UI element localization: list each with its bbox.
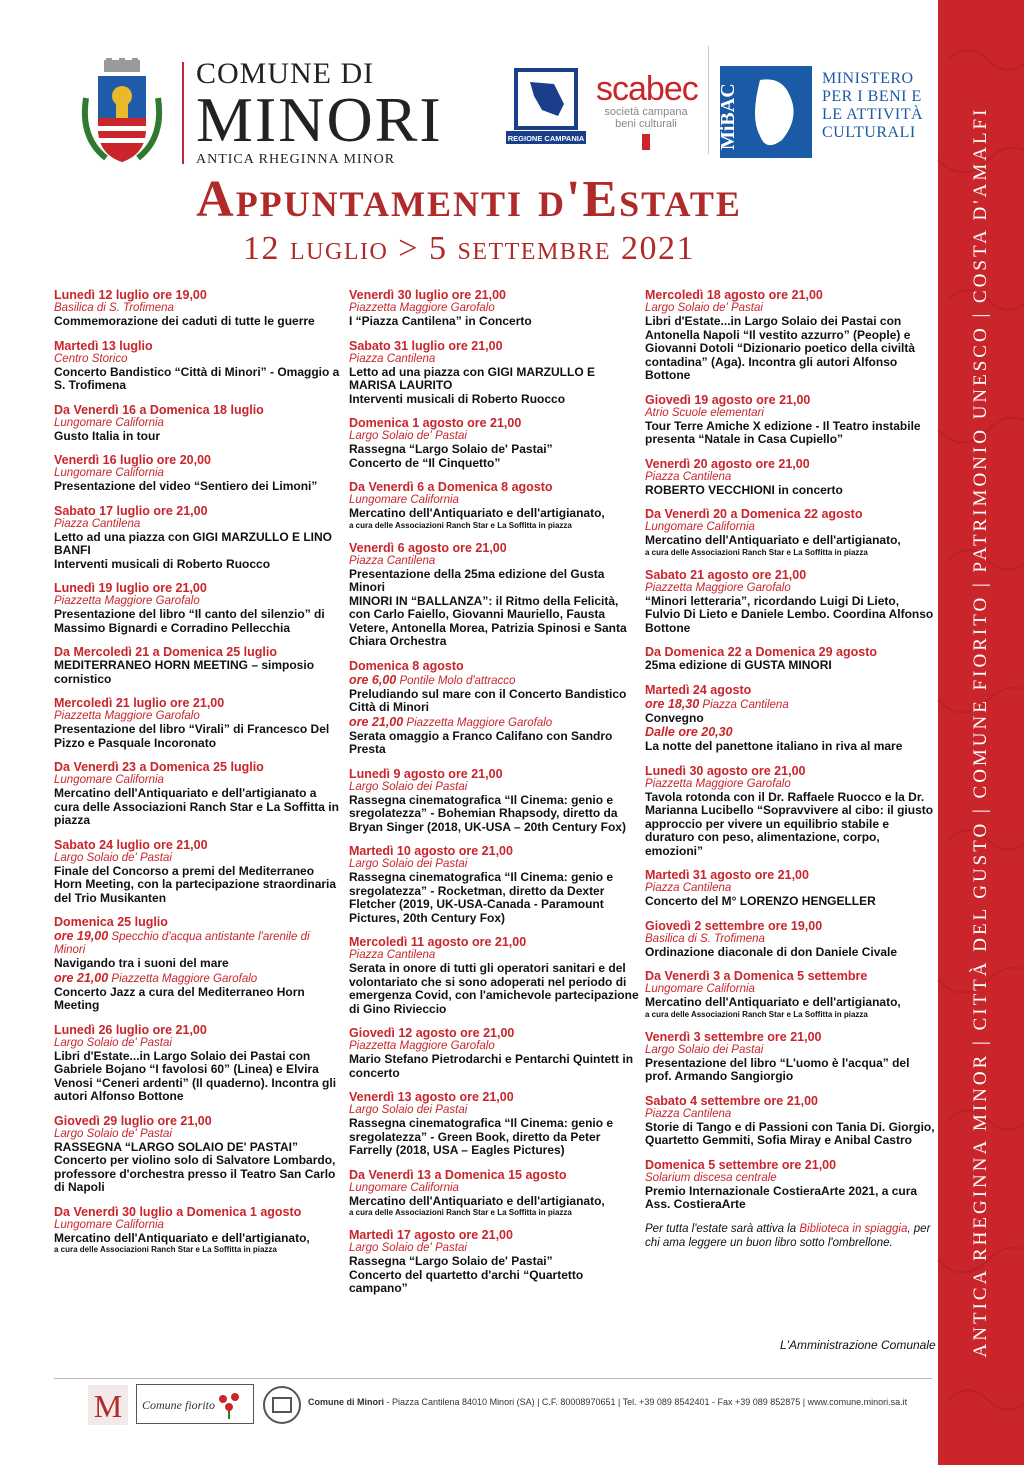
event-date: Martedì 31 agosto ore 21,00 [645, 868, 809, 882]
event-item [645, 645, 937, 673]
event-item [54, 1023, 344, 1104]
event-description: Presentazione del video “Sentiero dei Limoni” [54, 479, 318, 493]
event-date: Mercoledì 11 agosto ore 21,00 [349, 935, 527, 949]
event-description: Mercatino dell'Antiquariato e dell'artigianato, [645, 533, 901, 547]
svg-text:REGIONE CAMPANIA: REGIONE CAMPANIA [507, 134, 585, 143]
event-place: Largo Solaio de' Pastai [54, 1036, 172, 1049]
mibac-logo-icon [717, 66, 812, 158]
event-item [349, 935, 639, 1016]
header-divider [182, 62, 184, 164]
event-item [645, 868, 937, 909]
event-place: Atrio Scuole elementari [645, 406, 764, 419]
event-description: Serata in onore di tutti gli operatori sanitari e del volontariato che si sono adoperati nel periodo di emergenza Covid, con l'amichevole partecipazione di Gino Rivieccio [349, 961, 639, 1016]
regione-campania-logo-icon [506, 70, 586, 144]
event-item [54, 453, 344, 494]
event-date: Lunedì 19 luglio ore 21,00 [54, 581, 207, 595]
event-item [645, 393, 937, 447]
event-date: Da Domenica 22 a Domenica 29 agosto [645, 645, 878, 659]
event-item [54, 1114, 344, 1195]
event-note: a cura delle Associazioni Ranch Star e La Soffitta in piazza [645, 1009, 868, 1019]
event-description: Mario Stefano Pietrodarchi e Pentarchi Quintett in concerto [349, 1052, 634, 1080]
minori-crest-icon [76, 58, 168, 168]
event-description: Rassegna cinematografica “Il Cinema: genio e sregolatezza” - Rocketman, diretto da Dexter Fletcher (2019, UK-USA-Canada - Paramount Pictures, 20th Century Fox) [349, 870, 614, 925]
event-time-place [54, 929, 344, 957]
event-date: Giovedì 29 luglio ore 21,00 [54, 1113, 212, 1128]
minori-m-logo-icon [88, 1385, 128, 1425]
event-time: ore 18,30 [645, 696, 700, 711]
event-time-place [54, 971, 344, 986]
ministero-line: CULTURALI [822, 124, 916, 141]
event-place: Largo Solaio de' Pastai [349, 430, 467, 442]
event-place: Piazza Cantilena [645, 882, 732, 894]
event-item [645, 1030, 937, 1084]
ministero-label [822, 70, 923, 142]
scabec-sub2: beni culturali [615, 118, 677, 130]
event-item [645, 969, 937, 1020]
event-item [54, 504, 344, 572]
event-description: Gusto Italia in tour [54, 428, 161, 443]
event-description: Rassegna “Largo Solaio de' Pastai” Concerto del quartetto d'archi “Quartetto campano” [349, 1254, 584, 1295]
svg-text:MiBAC: MiBAC [717, 83, 739, 150]
event-place: Largo Solaio de' Pastai [54, 1127, 172, 1140]
event-item [54, 1205, 344, 1256]
event-place: Piazzetta Maggiore Garofalo [645, 581, 791, 594]
event-time-place [645, 725, 937, 740]
event-item [349, 339, 639, 407]
page-title: Appuntamenti d'Estate [196, 171, 742, 228]
event-date: Venerdì 6 agosto ore 21,00 [349, 540, 507, 555]
footer-comune-name: Comune di Minori [308, 1397, 384, 1407]
events-column-1 [54, 288, 344, 1265]
event-place: Largo Solaio dei Pastai [349, 1104, 468, 1116]
event-item [54, 339, 344, 393]
event-note: a cura delle Associazioni Ranch Star e La Soffitta in piazza [54, 1245, 277, 1254]
signature: L'Amministrazione Comunale [780, 1338, 936, 1352]
event-item [349, 541, 639, 649]
event-place: Basilica di S. Trofimena [645, 932, 765, 945]
event-description: Rassegna “Largo Solaio de' Pastai” Concerto de “Il Cinquetto” [349, 442, 553, 470]
event-description: 25ma edizione di GUSTA MINORI [645, 658, 832, 672]
event-time-place [349, 673, 639, 688]
ministero-line: PER I BENI E [822, 88, 922, 105]
event-item [349, 1168, 639, 1219]
event-time: ore 21,00 [54, 970, 109, 985]
event-date: Venerdì 20 agosto ore 21,00 [645, 456, 810, 471]
event-place: Basilica di S. Trofimena [54, 302, 174, 314]
event-place: Piazzetta Maggiore Garofalo [406, 716, 553, 729]
event-date: Da Venerdì 3 a Domenica 5 settembre [645, 969, 868, 983]
event-place: Piazza Cantilena [702, 698, 789, 711]
event-item [349, 416, 639, 470]
event-date: Venerdì 13 agosto ore 21,00 [349, 1090, 514, 1104]
event-item [54, 838, 344, 906]
event-item [54, 403, 344, 444]
note-text: , per chi ama leggere un buon libro sotto l'ombrellone. [645, 1222, 931, 1249]
event-item [645, 457, 937, 498]
event-place: Largo Solaio dei Pastai [349, 858, 468, 870]
event-description: Tavola rotonda con il Dr. Raffaele Ruocco e la Dr. Marianna Lucibello “Sopravvivere al cibo: il giusto approccio per vivere un equilibrio stabile e duraturo con peso, alimentazione, corpo, emozioni” [645, 789, 934, 858]
event-date: Sabato 4 settembre ore 21,00 [645, 1093, 818, 1108]
event-place: Piazza Cantilena [645, 1107, 732, 1120]
event-place: Lungomare California [645, 983, 755, 995]
event-date: Mercoledì 21 luglio ore 21,00 [54, 696, 225, 710]
event-place: Lungomare California [54, 774, 164, 786]
event-place: Largo Solaio de' Pastai [645, 302, 763, 314]
event-description: Letto ad una piazza con GIGI MARZULLO E LINO BANFI Interventi musicali di Roberto Ruocco [54, 529, 333, 571]
flower-icon [213, 1389, 249, 1419]
page-subtitle: 12 luglio > 5 settembre 2021 [243, 230, 695, 267]
event-description: Presentazione del libro “Virali” di Francesco Del Pizzo e Pasquale Incoronato [54, 722, 330, 750]
event-place: Lungomare California [349, 494, 459, 506]
event-place: Largo Solaio dei Pastai [349, 780, 468, 793]
event-description: Letto ad una piazza con GIGI MARZULLO E MARISA LAURITO Interventi musicali di Roberto Ruocco [349, 364, 596, 406]
event-item [645, 764, 937, 859]
event-description: RASSEGNA “LARGO SOLAIO DE' PASTAI” Concerto per violino solo di Salvatore Lombardo, professore d'orchestra presso il Teatro San Carlo di Napoli [54, 1139, 336, 1194]
event-description: La notte del panettone italiano in riva al mare [645, 739, 903, 753]
event-description: Convegno [645, 710, 704, 725]
event-place: Piazzetta Maggiore Garofalo [645, 777, 791, 790]
logos-divider [708, 46, 709, 154]
event-description: Mercatino dell'Antiquariato e dell'artigianato, [349, 1193, 605, 1208]
side-band [938, 0, 1024, 1465]
event-date: Giovedì 12 agosto ore 21,00 [349, 1026, 515, 1040]
event-item [54, 915, 344, 1013]
event-date: Domenica 25 luglio [54, 915, 168, 929]
event-description: Tour Terre Amiche X edizione - Il Teatro instabile presenta “Natale in Casa Cupiello” [645, 418, 921, 446]
event-description: Preludiando sul mare con il Concerto Bandistico Città di Minori [349, 686, 627, 714]
event-date: Martedì 24 agosto [645, 682, 752, 697]
footer-contacts [308, 1397, 907, 1407]
event-date: Giovedì 2 settembre ore 19,00 [645, 918, 823, 933]
event-note: a cura delle Associazioni Ranch Star e La Soffitta in piazza [349, 520, 572, 530]
event-date: Domenica 1 agosto ore 21,00 [349, 416, 522, 430]
event-note: a cura delle Associazioni Ranch Star e La Soffitta in piazza [349, 1208, 572, 1217]
event-place: Pontile Molo d'attracco [399, 674, 516, 687]
event-place: Piazza Cantilena [645, 470, 732, 483]
rheginna-label: ANTICA RHEGINNA MINOR [196, 152, 396, 167]
event-description: Serata omaggio a Franco Califano con Sandro Presta [349, 728, 613, 756]
comune-fiorito-label: Comune fiorito [142, 1398, 216, 1412]
event-place: Piazza Cantilena [54, 517, 141, 530]
event-item [645, 1094, 937, 1148]
event-time: ore 19,00 [54, 929, 109, 943]
event-place: Lungomare California [54, 416, 164, 429]
event-item [645, 1158, 937, 1212]
event-time: Dalle ore 20,30 [645, 725, 733, 739]
event-item [54, 645, 344, 686]
event-item [349, 659, 639, 757]
event-item [645, 288, 937, 383]
event-description: Libri d'Estate...in Largo Solaio dei Pastai con Gabriele Bojano “I favolosi 60” (Linea) e Elvira Venosi “Ceneri ardenti” (Il quaderno). Incontra gli autori Alfonso Bottone [54, 1048, 337, 1103]
event-description: Presentazione del libro “L'uomo è l'acqua” del prof. Armando Sangiorgio [645, 1055, 910, 1083]
event-time: ore 6,00 [349, 672, 397, 687]
event-date: Domenica 5 settembre ore 21,00 [645, 1157, 837, 1172]
event-place: Largo Solaio de' Pastai [54, 851, 172, 864]
event-time-place [645, 697, 937, 712]
event-date: Da Venerdì 6 a Domenica 8 agosto [349, 480, 553, 494]
event-date: Martedì 10 agosto ore 21,00 [349, 844, 513, 858]
event-description: I “Piazza Cantilena” in Concerto [349, 314, 532, 328]
event-description: Storie di Tango e di Passioni con Tania Di. Giorgio, Quartetto Gemmiti, Sofia Miray e Anibal Castro [645, 1119, 935, 1147]
event-description: MEDITERRANEO HORN MEETING – simposio cornistico [54, 658, 315, 686]
events-column-2 [349, 288, 639, 1306]
event-date: Da Venerdì 20 a Domenica 22 agosto [645, 507, 863, 521]
event-item [349, 767, 639, 835]
event-place: Lungomare California [349, 1181, 459, 1194]
event-date: Lunedì 9 agosto ore 21,00 [349, 766, 503, 781]
scabec-sub1: società campana [604, 106, 688, 118]
event-date: Lunedì 12 luglio ore 19,00 [54, 288, 207, 302]
biblioteca-note [645, 1222, 937, 1250]
scabec-name: scabec [596, 70, 698, 108]
event-description: Premio Internazionale CostieraArte 2021, a cura Ass. CostieraArte [645, 1183, 918, 1211]
event-place: Piazza Cantilena [349, 352, 436, 365]
event-description: Rassegna cinematografica “Il Cinema: genio e sregolatezza” - Bohemian Rhapsody, diretto da Bryan Singer (2018, UK-USA – 20th Century Fox) [349, 792, 626, 834]
event-place: Lungomare California [54, 1218, 164, 1231]
event-place: Piazzetta Maggiore Garofalo [349, 1040, 495, 1052]
event-description: Concerto del M° LORENZO HENGELLER [645, 894, 876, 908]
event-place: Lungomare California [645, 521, 755, 533]
event-date: Da Venerdì 30 luglio a Domenica 1 agosto [54, 1204, 302, 1219]
event-date: Sabato 31 luglio ore 21,00 [349, 338, 503, 353]
scabec-mark-icon [642, 134, 650, 150]
event-description: Concerto Bandistico “Città di Minori” - Omaggio a S. Trofimena [54, 364, 340, 392]
event-item [645, 507, 937, 558]
event-description: Rassegna cinematografica “Il Cinema: genio e sregolatezza” - Green Book, diretto da Peter Farrelly (2018, USA – Eagles Pictures) [349, 1116, 614, 1157]
event-item [645, 683, 937, 754]
event-item [349, 1090, 639, 1158]
event-date: Lunedì 30 agosto ore 21,00 [645, 763, 806, 778]
svg-text:M: M [93, 1388, 123, 1424]
event-date: Domenica 8 agosto [349, 658, 464, 673]
event-place: Solarium discesa centrale [645, 1171, 777, 1184]
event-description: Ordinazione diaconale di don Daniele Civale [645, 944, 898, 959]
event-description: “Minori letteraria”, ricordando Luigi Di Lieto, Fulvio Di Lieto e Daniele Lembo. Coordina Alfonso Bottone [645, 593, 934, 635]
event-note: a cura delle Associazioni Ranch Star e La Soffitta in piazza [645, 547, 868, 557]
event-item [349, 288, 639, 329]
event-description: Commemorazione dei caduti di tutte le guerre [54, 314, 315, 328]
event-date: Mercoledì 18 agosto ore 21,00 [645, 288, 823, 302]
event-description: Mercatino dell'Antiquariato e dell'artigianato, [54, 1230, 310, 1245]
event-item [54, 696, 344, 750]
events-column-3 [645, 288, 937, 1250]
comune-wordmark [196, 58, 443, 168]
event-description: Concerto Jazz a cura del Mediterraneo Horn Meeting [54, 984, 305, 1012]
event-place: Largo Solaio dei Pastai [645, 1043, 764, 1056]
event-item [54, 760, 344, 828]
event-place: Piazzetta Maggiore Garofalo [54, 710, 200, 722]
event-time-place [349, 715, 639, 730]
event-description: Navigando tra i suoni del mare [54, 956, 229, 970]
event-description: Mercatino dell'Antiquariato e dell'artigianato, [349, 506, 605, 520]
minori-label: MINORI [196, 84, 443, 155]
event-description: ROBERTO VECCHIONI in concerto [645, 482, 843, 497]
event-date: Venerdì 30 luglio ore 21,00 [349, 288, 507, 302]
event-date: Venerdì 3 settembre ore 21,00 [645, 1029, 822, 1044]
note-highlight: Biblioteca in spiaggia [799, 1222, 908, 1235]
event-date: Da Venerdì 16 a Domenica 18 luglio [54, 402, 264, 417]
event-place: Piazzetta Maggiore Garofalo [54, 595, 200, 607]
event-place: Piazza Cantilena [349, 554, 436, 567]
event-time: ore 21,00 [349, 714, 404, 729]
event-item [349, 480, 639, 531]
event-date: Da Venerdì 23 a Domenica 25 luglio [54, 760, 264, 774]
event-description: Finale del Concorso a premi del Mediterraneo Horn Meeting, con la partecipazione straordinaria del Trio Musikanten [54, 863, 337, 905]
event-place: Centro Storico [54, 352, 128, 365]
comune-fiorito-logo [136, 1384, 254, 1424]
scabec-logo [596, 72, 696, 150]
event-date: Martedì 13 luglio [54, 338, 153, 353]
event-date: Martedì 17 agosto ore 21,00 [349, 1228, 513, 1242]
event-date: Lunedì 26 luglio ore 21,00 [54, 1022, 207, 1037]
event-place: Specchio d'acqua antistante l'arenile di Minori [54, 931, 310, 956]
event-place: Piazza Cantilena [349, 949, 436, 961]
event-description: Libri d'Estate...in Largo Solaio dei Pastai con Antonella Napoli “Il vestito azzurro” (People) e Giovanni Dotoli “Dizionario poetico della civiltà contadina” (Aga). Incontra gli autori Alfonso Bottone [645, 314, 916, 382]
footer-divider [54, 1378, 932, 1379]
event-date: Venerdì 16 luglio ore 20,00 [54, 453, 212, 467]
event-date: Da Venerdì 13 a Domenica 15 agosto [349, 1167, 567, 1182]
band-text: ANTICA RHEGINNA MINOR | CITTÀ DEL GUSTO | COMUNE FIORITO | PATRIMONIO UNESCO | COSTA D'AMALFI [970, 106, 991, 1358]
event-description: Mercatino dell'Antiquariato e dell'artigianato a cura delle Associazioni Ranch Star e La Soffitta in piazza [54, 786, 339, 827]
event-item [349, 1026, 639, 1080]
event-place: Lungomare California [54, 467, 164, 479]
event-date: Sabato 24 luglio ore 21,00 [54, 837, 208, 852]
event-item [349, 844, 639, 925]
event-item [645, 919, 937, 960]
event-item [349, 1228, 639, 1296]
unesco-logo-icon [262, 1385, 302, 1425]
event-date: Giovedì 19 agosto ore 21,00 [645, 392, 811, 407]
event-description: Mercatino dell'Antiquariato e dell'artigianato, [645, 995, 901, 1009]
event-place: Largo Solaio de' Pastai [349, 1242, 467, 1254]
event-place: Piazzetta Maggiore Garofalo [349, 302, 495, 314]
footer-address: - Piazza Cantilena 84010 Minori (SA) | C.F. 80008970651 | Tel. +39 089 8542401 - Fax +39 089 852875 | www.comune.minori.sa.it [384, 1397, 908, 1407]
ministero-line: LE ATTIVITÀ [822, 106, 924, 123]
event-description: Presentazione del libro “Il canto del silenzio” di Massimo Bignardi e Corradino Pellecchia [54, 607, 325, 635]
event-place: Piazzetta Maggiore Garofalo [111, 972, 258, 985]
ministero-line: MINISTERO [822, 70, 914, 87]
event-description: Presentazione della 25ma edizione del Gusta Minori MINORI IN “BALLANZA”: il Ritmo della Felicità, con Carlo Faiello, Giovanni Mauriello, Fausta Vetere, Antonella Morea, Patrizia Spinosi e Santa Chiara Orchestra [349, 566, 627, 648]
event-item [54, 288, 344, 329]
note-text: Per tutta l'estate sarà attiva la [645, 1222, 800, 1235]
event-date: Sabato 17 luglio ore 21,00 [54, 503, 208, 518]
event-item [645, 568, 937, 636]
event-date: Da Mercoledì 21 a Domenica 25 luglio [54, 645, 277, 659]
event-date: Sabato 21 agosto ore 21,00 [645, 567, 807, 582]
comune-di-label: COMUNE DI [196, 57, 375, 90]
event-item [54, 581, 344, 635]
